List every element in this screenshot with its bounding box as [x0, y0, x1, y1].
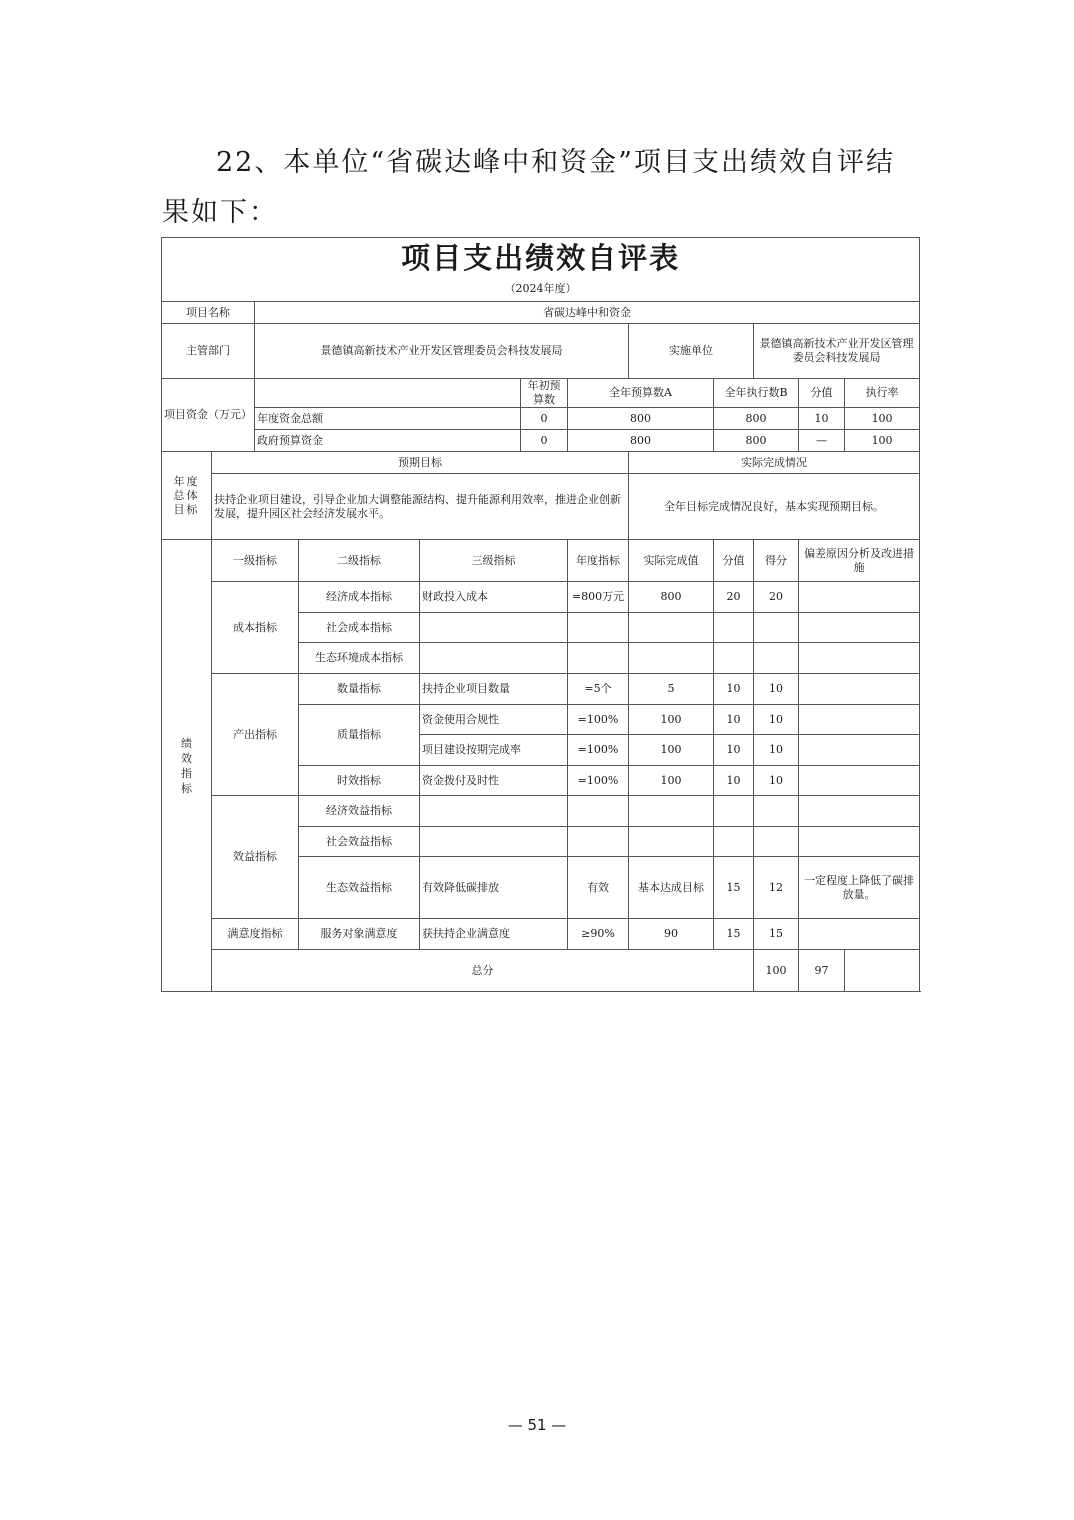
- level2-eco-cost: 生态环境成本指标: [299, 643, 420, 674]
- indicator-actual: 5: [629, 674, 714, 705]
- funds-header: 年初预算数: [521, 379, 568, 408]
- funds-cell: —: [799, 430, 845, 452]
- project-name-label: 项目名称: [162, 302, 255, 324]
- level2-econ-benefit: 经济效益指标: [299, 796, 420, 827]
- page-number: — 51 —: [507, 1416, 567, 1434]
- indicator-score: 15: [714, 857, 754, 919]
- indicator-actual: 基本达成目标: [629, 857, 714, 919]
- level2-econ-cost: 经济成本指标: [299, 582, 420, 613]
- indicator-remark: [799, 919, 920, 950]
- impl-label: 实施单位: [629, 324, 754, 379]
- intro-paragraph: [162, 138, 922, 238]
- funds-cell: 800: [568, 430, 714, 452]
- funds-row-label: 年度资金总额: [255, 408, 521, 430]
- project-name-value: 省碳达峰中和资金: [255, 302, 920, 324]
- goal-label-cell: [162, 452, 212, 540]
- intro-line-1: 22、本单位“省碳达峰中和资金”项目支出绩效自评结: [216, 147, 895, 178]
- dept-label: 主管部门: [162, 324, 255, 379]
- indicator-target: 有效: [568, 857, 629, 919]
- indicator-score: 10: [714, 766, 754, 796]
- funds-cell: 800: [714, 408, 799, 430]
- indicator-target: ≥90%: [568, 919, 629, 950]
- perf-header: 一级指标: [212, 540, 299, 582]
- indicator-remark: [799, 674, 920, 705]
- indicator-remark: [799, 705, 920, 735]
- total-remark: [845, 950, 920, 992]
- perf-header: 三级指标: [420, 540, 568, 582]
- indicator-got: 12: [754, 857, 799, 919]
- indicator-target: =5个: [568, 674, 629, 705]
- funds-cell: 0: [521, 408, 568, 430]
- total-score: 100: [754, 950, 799, 992]
- indicator-remark: [799, 735, 920, 766]
- level2-timeliness: 时效指标: [299, 766, 420, 796]
- actual-label: 实际完成情况: [629, 452, 920, 474]
- table-year: （2024年度）: [162, 278, 920, 302]
- group-cost: 成本指标: [212, 582, 299, 674]
- indicator-name: 资金拨付及时性: [420, 766, 568, 796]
- perf-header: 得分: [754, 540, 799, 582]
- funds-header: 分值: [799, 379, 845, 408]
- indicator-remark: [799, 766, 920, 796]
- perf-header: 年度指标: [568, 540, 629, 582]
- indicator-got: 10: [754, 766, 799, 796]
- indicator-score: 10: [714, 735, 754, 766]
- indicator-actual: 90: [629, 919, 714, 950]
- goal-label: 年度总体目标: [173, 474, 200, 516]
- funds-cell: 800: [714, 430, 799, 452]
- funds-header-blank: [255, 379, 521, 408]
- dept-value: 景德镇高新技术产业开发区管理委员会科技发展局: [255, 324, 629, 379]
- perf-header: 实际完成值: [629, 540, 714, 582]
- indicator-remark: 一定程度上降低了碳排放量。: [799, 857, 920, 919]
- indicator-got: 10: [754, 674, 799, 705]
- indicator-score: 15: [714, 919, 754, 950]
- indicator-got: 15: [754, 919, 799, 950]
- indicator-got: 10: [754, 705, 799, 735]
- indicator-score: 10: [714, 705, 754, 735]
- indicator-got: 10: [754, 735, 799, 766]
- level2-eco-benefit: 生态效益指标: [299, 857, 420, 919]
- expected-label: 预期目标: [212, 452, 629, 474]
- indicator-target: =800万元: [568, 582, 629, 613]
- table-title: 项目支出绩效自评表: [162, 238, 920, 278]
- indicator-name: 获扶持企业满意度: [420, 919, 568, 950]
- indicator-target: =100%: [568, 766, 629, 796]
- intro-line-2: 果如下：: [162, 197, 278, 228]
- indicator-actual: 800: [629, 582, 714, 613]
- level2-social-benefit: 社会效益指标: [299, 827, 420, 857]
- funds-row-label: 政府预算资金: [255, 430, 521, 452]
- funds-cell: 10: [799, 408, 845, 430]
- funds-cell: 0: [521, 430, 568, 452]
- group-satisfaction: 满意度指标: [212, 919, 299, 950]
- group-benefit: 效益指标: [212, 796, 299, 919]
- funds-header: 全年预算数A: [568, 379, 714, 408]
- perf-label: 绩效指标: [181, 736, 192, 795]
- total-got: 97: [799, 950, 845, 992]
- indicator-name: 项目建设按期完成率: [420, 735, 568, 766]
- funds-label: 项目资金（万元）: [162, 379, 255, 452]
- indicator-score: 10: [714, 674, 754, 705]
- perf-header: 分值: [714, 540, 754, 582]
- funds-cell: 100: [845, 408, 920, 430]
- indicator-name: 扶持企业项目数量: [420, 674, 568, 705]
- level2-quality: 质量指标: [299, 705, 420, 766]
- funds-cell: 800: [568, 408, 714, 430]
- level2-service: 服务对象满意度: [299, 919, 420, 950]
- perf-label-cell: [162, 540, 212, 992]
- level2-quantity: 数量指标: [299, 674, 420, 705]
- indicator-actual: 100: [629, 735, 714, 766]
- funds-header: 执行率: [845, 379, 920, 408]
- indicator-remark: [799, 582, 920, 613]
- indicator-name: 财政投入成本: [420, 582, 568, 613]
- actual-text: 全年目标完成情况良好，基本实现预期目标。: [629, 474, 920, 540]
- indicator-name: 资金使用合规性: [420, 705, 568, 735]
- indicator-actual: 100: [629, 766, 714, 796]
- funds-header: 全年执行数B: [714, 379, 799, 408]
- indicator-actual: 100: [629, 705, 714, 735]
- funds-cell: 100: [845, 430, 920, 452]
- indicator-score: 20: [714, 582, 754, 613]
- indicator-name: 有效降低碳排放: [420, 857, 568, 919]
- indicator-target: =100%: [568, 705, 629, 735]
- level2-social-cost: 社会成本指标: [299, 613, 420, 643]
- perf-header: 二级指标: [299, 540, 420, 582]
- indicator-target: =100%: [568, 735, 629, 766]
- indicator-got: 20: [754, 582, 799, 613]
- evaluation-table: [161, 237, 920, 992]
- impl-value: 景德镇高新技术产业开发区管理委员会科技发展局: [754, 324, 920, 379]
- total-label: 总分: [212, 950, 754, 992]
- perf-header: 偏差原因分析及改进措施: [799, 540, 920, 582]
- group-output: 产出指标: [212, 674, 299, 796]
- expected-text: 扶持企业项目建设，引导企业加大调整能源结构、提升能源利用效率，推进企业创新发展，提升园区社会经济发展水平。: [212, 474, 629, 540]
